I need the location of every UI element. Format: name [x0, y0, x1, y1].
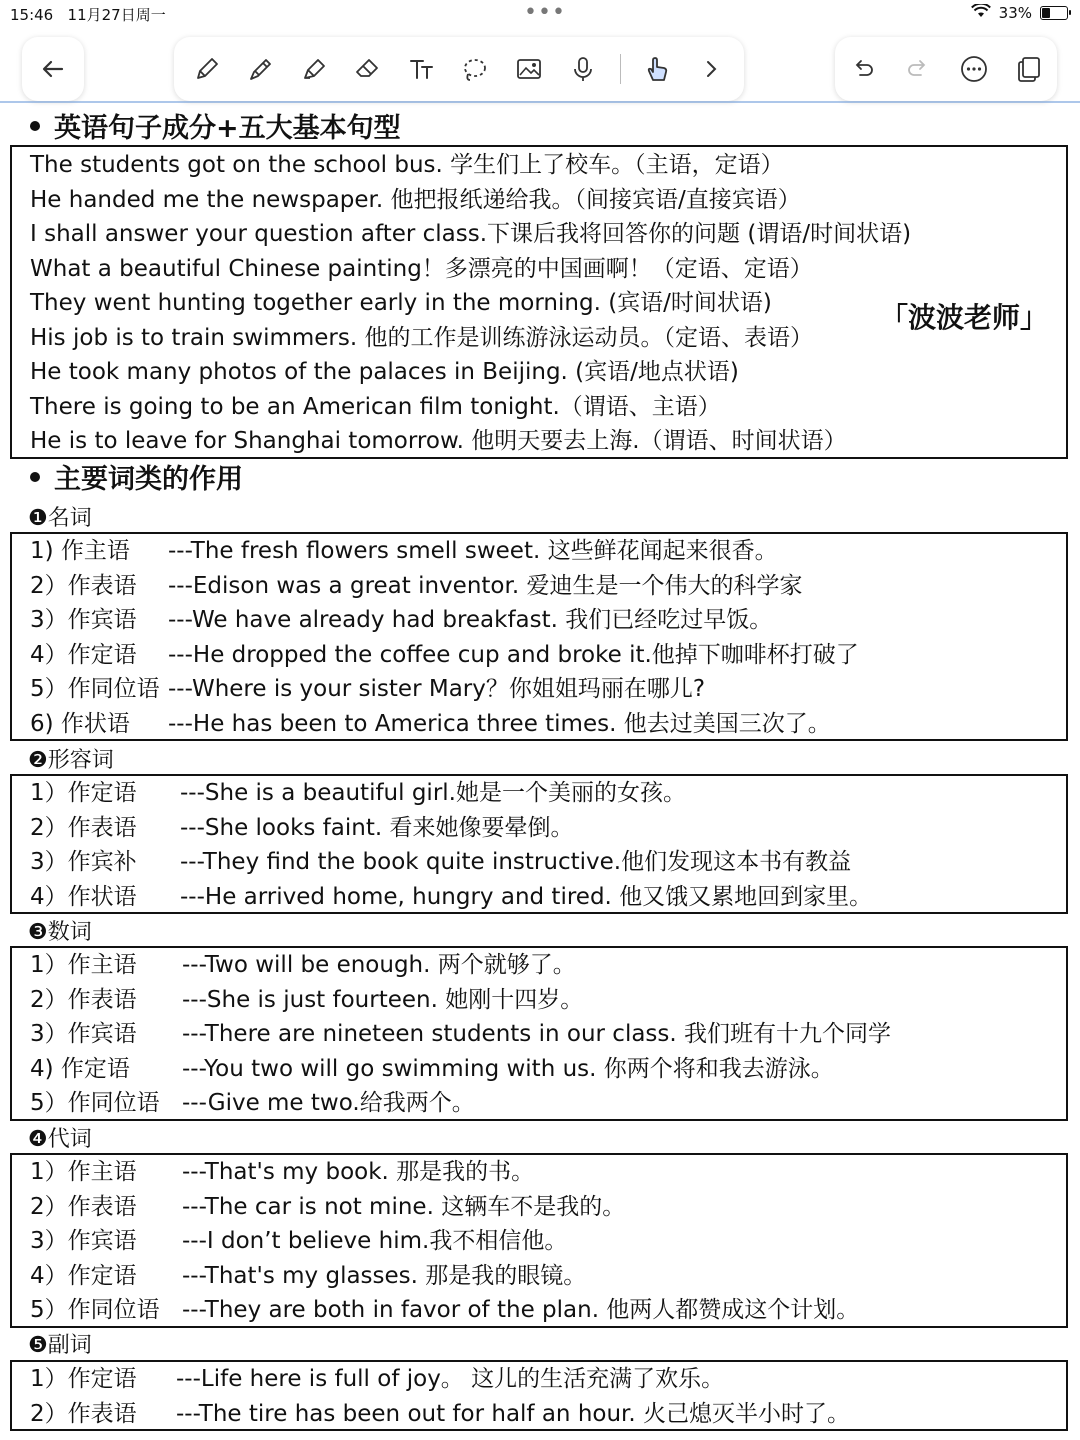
highlighter-icon[interactable]	[297, 52, 331, 86]
bullet-icon	[30, 121, 40, 131]
pen-icon[interactable]	[244, 52, 278, 86]
example-row	[30, 707, 831, 741]
example-sentence: ---He dropped the coffee cup and broke it.他掉下咖啡杯打破了	[168, 641, 859, 668]
category-heading: ❹代词	[28, 1127, 92, 1152]
grammar-role: 2）作表语	[30, 814, 137, 841]
example-sentence: ---Where is your sister Mary？你姐姐玛丽在哪儿?	[168, 676, 706, 702]
example-sentence: ---That's my book. 那是我的书。	[182, 1159, 535, 1185]
grammar-role: 1) 作主语	[30, 538, 130, 564]
example-row	[30, 880, 872, 914]
grammar-role: 5）作同位语	[30, 1090, 160, 1116]
grammar-role: 5）作同位语	[30, 676, 160, 702]
chevron-right-icon[interactable]	[694, 52, 728, 86]
battery-icon	[1040, 6, 1068, 20]
hand-touch-icon[interactable]	[640, 52, 674, 86]
bullet-icon	[30, 472, 40, 482]
grammar-role: 4）作定语	[30, 1262, 137, 1289]
example-row	[30, 1017, 891, 1051]
back-group	[22, 37, 84, 101]
example-sentence: ---Edison was a great inventor. 爱迪生是一个伟大的科学家	[168, 572, 803, 599]
sentence-line: He handed me the newspaper. 他把报纸递给我。（间接宾语/直接宾语）	[30, 186, 801, 213]
grammar-role: 4) 作定语	[30, 1055, 130, 1082]
example-sentence: ---She is just fourteen. 她刚十四岁。	[182, 986, 584, 1013]
example-sentence: ---The car is not mine. 这辆车不是我的。	[182, 1193, 626, 1220]
pages-icon[interactable]	[1012, 52, 1046, 86]
example-row	[30, 983, 583, 1017]
sentence-line: His job is to train swimmers. 他的工作是训练游泳运动员。（定语、表语）	[30, 324, 813, 351]
example-sentence: ---She looks faint. 看来她像要晕倒。	[180, 814, 574, 841]
example-sentence: ---They find the book quite instructive.他们发现这本书有教益	[180, 849, 852, 875]
tool-palette	[174, 37, 744, 101]
grammar-role: 3）作宾语	[30, 1021, 137, 1047]
category-heading: ❸数词	[28, 920, 92, 945]
example-sentence: ---There are nineteen students in our class. 我们班有十九个同学	[182, 1021, 892, 1047]
grammar-role: 1）作主语	[30, 952, 137, 978]
example-row	[30, 1224, 567, 1258]
grammar-role: 1）作主语	[30, 1159, 137, 1185]
category-box	[10, 1360, 1068, 1431]
battery-percent: 33%	[998, 4, 1032, 22]
category-heading: ❺副词	[28, 1333, 92, 1358]
grammar-role: 2）作表语	[30, 572, 137, 599]
example-sentence: ---They are both in favor of the plan. 他两人都赞成这个计划。	[182, 1297, 860, 1323]
section-title: 主要词类的作用	[54, 464, 243, 495]
example-sentence: ---The tire has been out for half an hour. 火己熄灭半小时了。	[176, 1400, 851, 1427]
eraser-icon[interactable]	[351, 52, 385, 86]
category-heading: ❷形容词	[28, 748, 114, 773]
grammar-role: 1）作定语	[30, 780, 137, 806]
grammar-role: 4）作状语	[30, 883, 137, 910]
grammar-role: 2）作表语	[30, 986, 137, 1013]
example-row	[30, 1259, 586, 1293]
example-row	[30, 672, 705, 706]
image-icon[interactable]	[512, 52, 546, 86]
example-sentence: ---She is a beautiful girl.她是一个美丽的女孩。	[180, 780, 686, 806]
example-sentence: ---The fresh flowers smell sweet. 这些鲜花闻起来很香。	[168, 538, 778, 564]
more-icon[interactable]	[957, 52, 991, 86]
example-row	[30, 845, 851, 879]
example-sentence: ---You two will go swimming with us. 你两个将和我去游泳。	[182, 1055, 834, 1082]
sentence-line: The students got on the school bus. 学生们上了校车。（主语，定语）	[30, 152, 784, 178]
toolbar-divider	[620, 54, 621, 84]
example-row	[30, 638, 859, 672]
author-stamp: 「波波老师」	[880, 301, 1049, 334]
sentence-line: I shall answer your question after class.下课后我将回答你的问题 (谓语/时间状语)	[30, 221, 912, 247]
undo-icon[interactable]	[846, 52, 880, 86]
grammar-role: 5）作同位语	[30, 1297, 160, 1323]
sentence-line: They went hunting together early in the morning. (宾语/时间状语)	[30, 290, 772, 316]
example-sentence: ---Give me two.给我两个。	[182, 1090, 475, 1116]
wifi-icon	[971, 4, 991, 22]
grammar-role: 3）作宾语	[30, 607, 137, 633]
example-sentence: ---That's my glasses. 那是我的眼镜。	[182, 1262, 587, 1289]
pencil-icon[interactable]	[190, 52, 224, 86]
example-row	[30, 1362, 724, 1396]
sentence-line: There is going to be an American film tonight.（谓语、主语）	[30, 393, 721, 420]
example-row	[30, 776, 686, 810]
grammar-role: 3）作宾补	[30, 849, 137, 875]
category-heading: ❶名词	[28, 506, 92, 531]
multitasking-dots[interactable]: •••	[524, 0, 566, 25]
lasso-icon[interactable]	[458, 52, 492, 86]
status-bar	[0, 0, 1080, 28]
grammar-role: 3）作宾语	[30, 1228, 137, 1254]
example-sentence: ---Two will be enough. 两个就够了。	[182, 952, 576, 978]
category-box	[10, 1153, 1068, 1328]
example-row	[30, 1086, 475, 1120]
sentence-line: He is to leave for Shanghai tomorrow. 他明天要去上海.（谓语、时间状语）	[30, 428, 847, 454]
microphone-icon[interactable]	[566, 52, 600, 86]
redo-icon[interactable]	[901, 52, 935, 86]
example-row	[30, 569, 802, 603]
example-row	[30, 1293, 859, 1327]
example-sentence: ---He arrived home, hungry and tired. 他又饿又累地回到家里。	[180, 883, 873, 910]
example-sentence: ---I don’t believe him.我不相信他。	[182, 1228, 568, 1254]
section-heading	[30, 457, 243, 496]
note-toolbar	[0, 37, 1080, 101]
example-sentence: ---He has been to America three times. 他去过美国三次了。	[168, 710, 831, 737]
grammar-role: 2）作表语	[30, 1193, 137, 1220]
section-title: 英语句子成分+五大基本句型	[54, 113, 401, 144]
grammar-role: 4）作定语	[30, 641, 137, 668]
section-heading	[30, 106, 401, 145]
category-box	[10, 946, 1068, 1121]
example-row	[30, 1155, 534, 1189]
back-arrow-icon[interactable]	[36, 52, 70, 86]
example-row	[30, 534, 778, 568]
example-row	[30, 1052, 834, 1086]
category-box	[10, 532, 1068, 741]
text-tool-icon[interactable]	[405, 52, 439, 86]
status-time: 15:46 11月27日周一	[10, 6, 166, 24]
example-row	[30, 811, 573, 845]
category-box	[10, 774, 1068, 914]
sentence-line: He took many photos of the palaces in Beijing. (宾语/地点状语)	[30, 359, 739, 385]
grammar-role: 1）作定语	[30, 1366, 137, 1392]
example-sentence: ---We have already had breakfast. 我们已经吃过早饭。	[168, 607, 773, 633]
grammar-role: 6) 作状语	[30, 710, 130, 737]
sentence-line: What a beautiful Chinese painting！多漂亮的中国画啊！（定语、定语）	[30, 255, 813, 282]
example-sentence: ---Life here is full of joy。 这儿的生活充满了欢乐。	[176, 1366, 725, 1392]
example-row	[30, 603, 772, 637]
example-row	[30, 948, 576, 982]
example-row	[30, 1397, 850, 1431]
grammar-role: 2）作表语	[30, 1400, 137, 1427]
toolbar-divider-line	[0, 101, 1080, 103]
action-group	[835, 37, 1057, 101]
example-row	[30, 1190, 625, 1224]
